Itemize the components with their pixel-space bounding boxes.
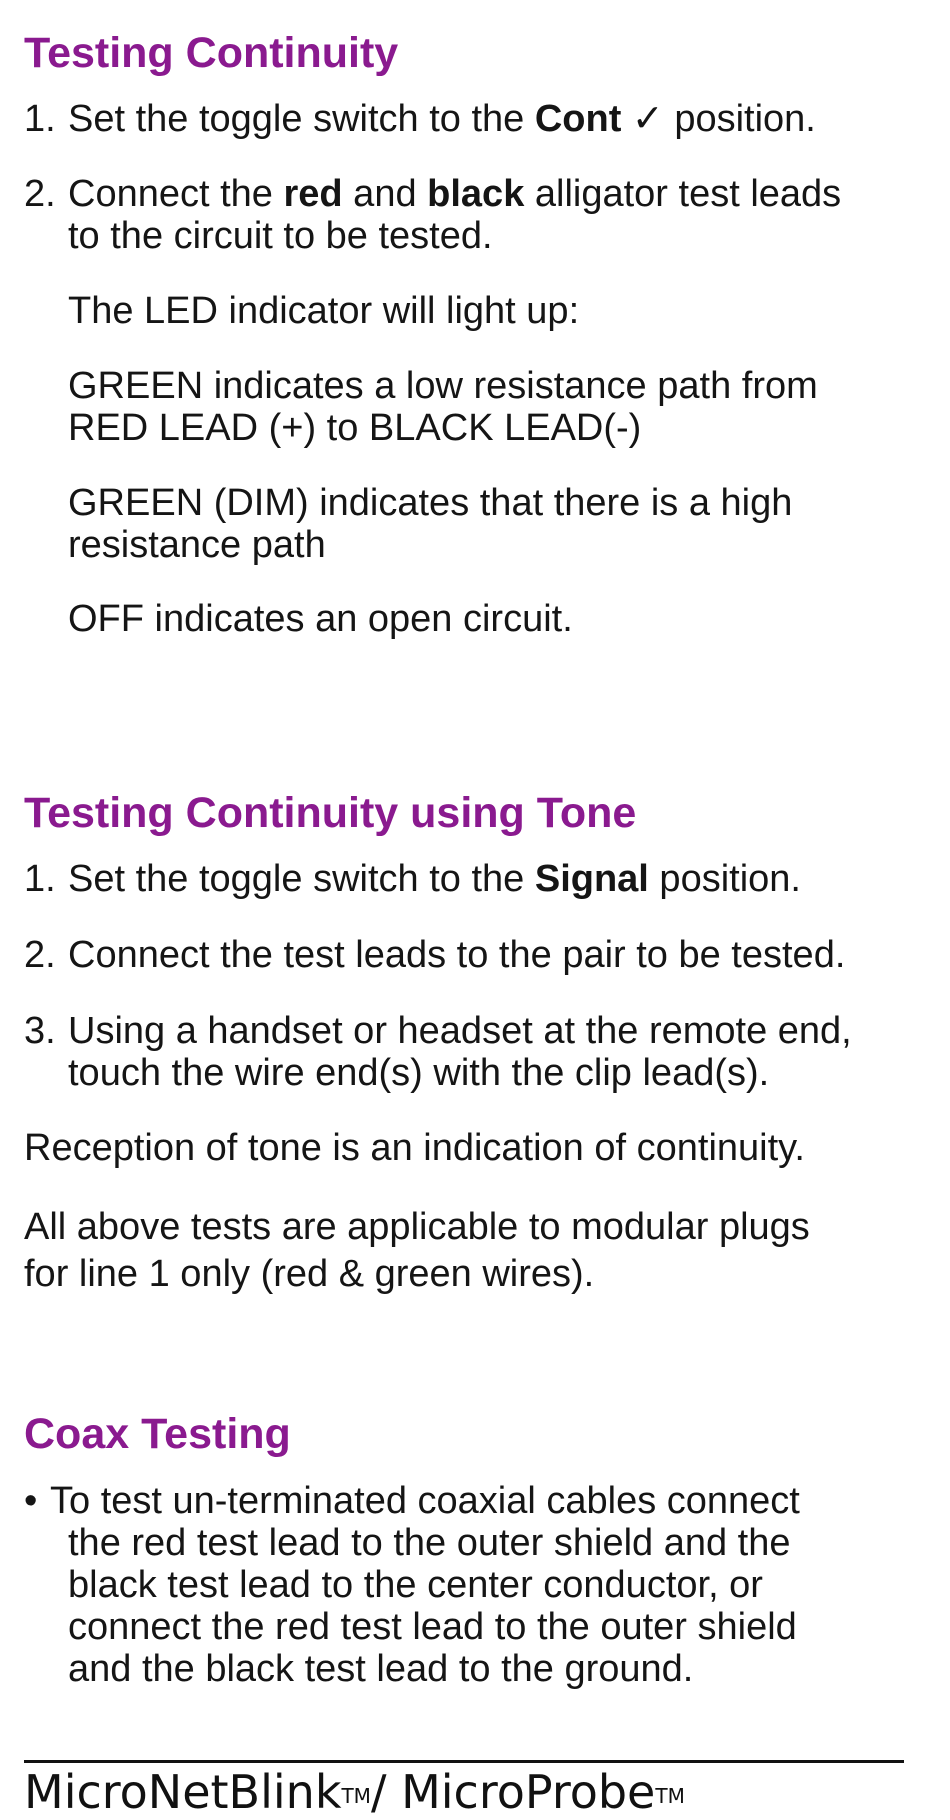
- led-intro-text: The LED indicator will light up:: [68, 290, 580, 332]
- step-number: 1.: [24, 98, 56, 140]
- off-indication-text: OFF indicates an open circuit.: [68, 598, 573, 640]
- section-heading-coax-testing: Coax Testing: [24, 1410, 291, 1458]
- green-indication-text: GREEN indicates a low resistance path from: [68, 365, 818, 407]
- coax-instruction-text: connect the red test lead to the outer shield: [68, 1606, 797, 1648]
- green-dim-indication-text: GREEN (DIM) indicates that there is a high: [68, 482, 793, 524]
- black-lead-label: black: [427, 173, 525, 215]
- step-number: 1.: [24, 858, 56, 900]
- footer-divider: [24, 1760, 904, 1763]
- step-number: 2.: [24, 934, 56, 976]
- coax-instruction-text: black test lead to the center conductor, or: [68, 1564, 763, 1606]
- trademark-mark: TM: [341, 1784, 371, 1808]
- step-text: Using a handset or headset at the remote end,: [68, 1010, 852, 1052]
- green-dim-indication-text: resistance path: [68, 524, 326, 566]
- step-number: 2.: [24, 173, 56, 215]
- section-heading-testing-continuity: Testing Continuity: [24, 29, 399, 77]
- trademark-mark: TM: [655, 1784, 685, 1808]
- step-number: 3.: [24, 1010, 56, 1052]
- section-heading-testing-continuity-tone: Testing Continuity using Tone: [24, 789, 637, 837]
- applicability-note: for line 1 only (red & green wires).: [24, 1253, 595, 1295]
- step-text-continued: touch the wire end(s) with the clip lead(s).: [68, 1052, 770, 1094]
- coax-instruction-text: To test un-terminated coaxial cables connect: [50, 1480, 800, 1522]
- reception-note: Reception of tone is an indication of continuity.: [24, 1127, 805, 1169]
- step-text: Set the toggle switch to the Signal position.: [68, 858, 801, 900]
- step-text-continued: to the circuit to be tested.: [68, 215, 493, 257]
- green-indication-text: RED LEAD (+) to BLACK LEAD(-): [68, 407, 642, 449]
- bullet-icon: •: [24, 1480, 38, 1522]
- step-text: Connect the test leads to the pair to be tested.: [68, 934, 846, 976]
- step-text: Set the toggle switch to the Cont ✓ position.: [68, 98, 816, 140]
- step-text: Connect the red and black alligator test leads: [68, 173, 842, 215]
- coax-instruction-text: the red test lead to the outer shield and the: [68, 1522, 791, 1564]
- footer-product-names: [24, 1764, 685, 1820]
- signal-position-label: Signal: [534, 858, 649, 900]
- cont-position-label: Cont ✓: [534, 98, 664, 140]
- applicability-note: All above tests are applicable to modular plugs: [24, 1206, 810, 1248]
- footer-separator: /: [370, 1765, 402, 1819]
- product-name-microprobe: MicroProbe: [401, 1765, 656, 1819]
- red-lead-label: red: [283, 173, 343, 215]
- product-name-micronetblink: MicroNetBlink: [24, 1765, 342, 1819]
- coax-instruction-text: and the black test lead to the ground.: [68, 1648, 694, 1690]
